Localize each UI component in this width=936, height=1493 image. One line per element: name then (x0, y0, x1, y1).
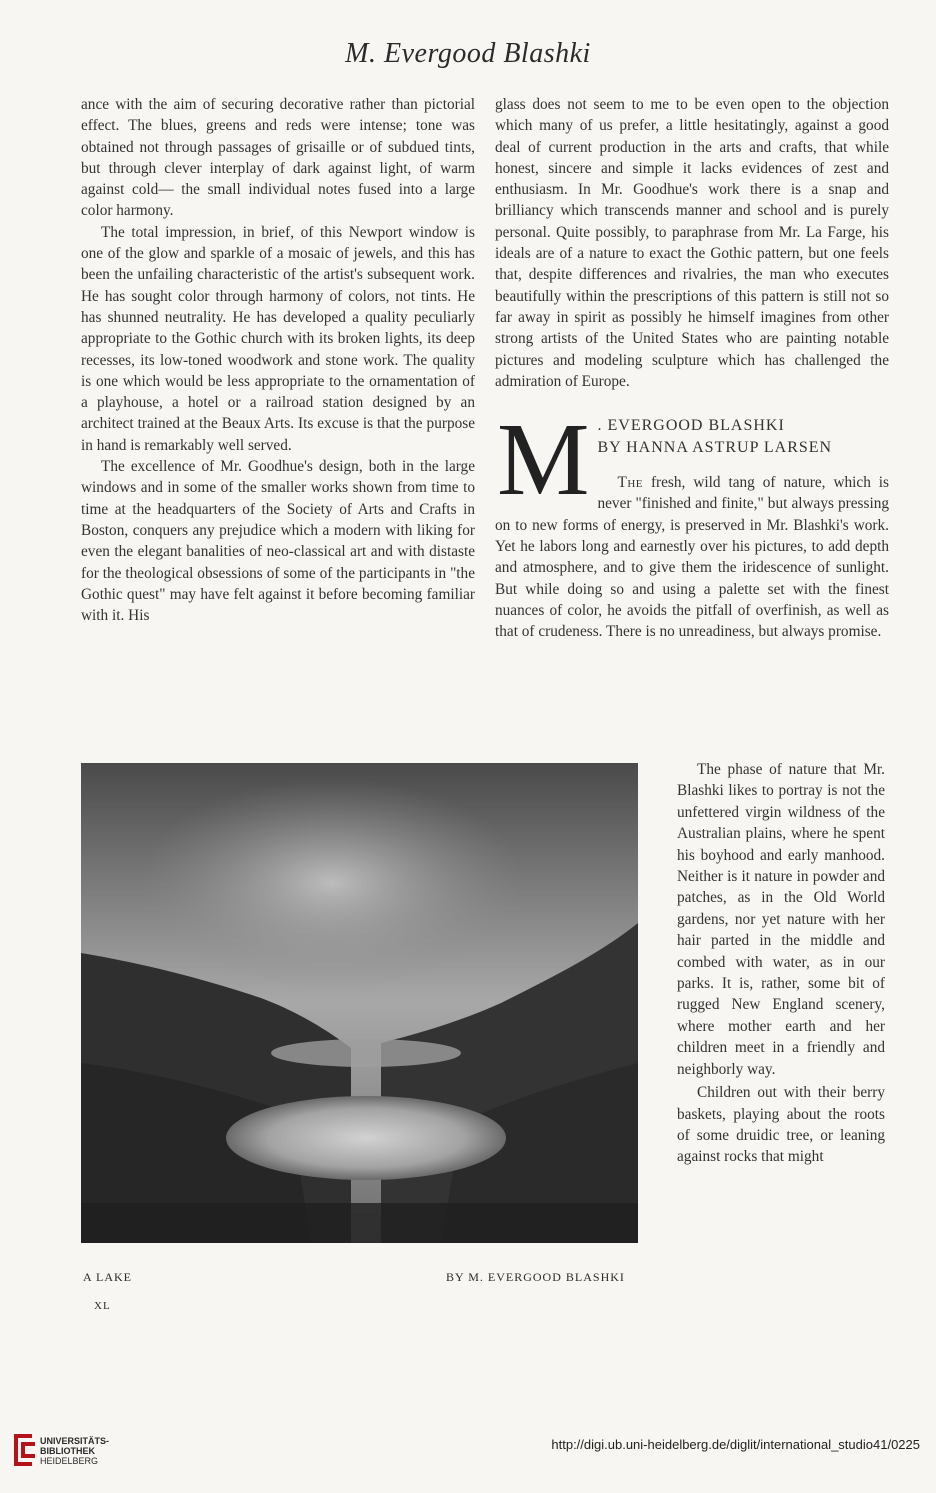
left-paragraph-3: The excellence of Mr. Goodhue's design, both in the large windows and in some of the smaller works shown from time to time at the headquarters of the Society of Arts and Crafts in Boston, conquers any prejudice which a modern with liking for even the elegant banalities of neo-classical art and with distaste for the theological obsessions of some of the participants in "the Gothic quest" may have felt against it before becoming familiar with it. His (81, 458, 475, 625)
library-name (40, 1436, 109, 1466)
lead-word: The (617, 474, 643, 492)
left-paragraph-1: ance with the aim of securing decorative rather than pictorial effect. The blues, greens and reds were intense; tone was obtained not through passages of grisaille or of subdued tints, but through clever interplay of dark against light, of warm against cold— the small individual notes fused into a large color harmony. (81, 96, 475, 220)
figure-caption-artist: BY M. EVERGOOD BLASHKI (446, 1270, 625, 1284)
article-title: . EVERGOOD BLASHKI (597, 417, 785, 435)
page-title: M. Evergood Blashki (345, 38, 591, 69)
wrap-paragraph-2: Children out with their berry baskets, playing about the roots of some druidic tree, or leaning against rocks that might (677, 1084, 885, 1166)
article-intro-text: fresh, wild tang of nature, which is never "finished and finite," but always pressing on to new forms of energy, is preserved in Mr. Blashki's work. Yet he labors long and earnestly over his pictures, to add depth and atmosphere, and to give them the iridescence of sunlight. But while doing so and using a palette set with the finest nuances of color, he avoids the pitfall of overfinish, as well as that of crudeness. There is no unreadiness, but always promise. (495, 474, 889, 641)
wrap-column (677, 759, 885, 1168)
right-paragraph-1: glass does not seem to me to be even open to the objection which many of us prefer, a little hesitatingly, against a good deal of current production in the arts and crafts, that while honest, sincere and simple it lacks evidences of zest and enthusiasm. In Mr. Goodhue's work there is a snap and brilliancy which transcends manner and school and is purely personal. Quite possibly, to paraphrase from Mr. La Farge, his ideals are of a nature to exact the Gothic pattern, but one feels that, despite differences and rivalries, the man who executes beautifully within the prescriptions of this pattern is still not so far away in spirit as possibly he himself imagines from other strong artists of the United States who are painting notable pictures and modeling sculpture which has challenged the admiration of Europe. (495, 96, 889, 390)
painting-illustration (81, 763, 638, 1243)
drop-cap: M (497, 402, 590, 518)
lake-painting-image (81, 763, 638, 1243)
right-column (495, 94, 889, 643)
page-number: XL (94, 1300, 111, 1312)
figure-caption-title: A LAKE (83, 1270, 132, 1284)
article-opening (495, 402, 889, 642)
university-library-logo-icon[interactable] (8, 1430, 38, 1470)
library-name-line-3: HEIDELBERG (40, 1456, 99, 1466)
library-name-line-1: UNIVERSITÄTS- (40, 1436, 110, 1446)
library-name-line-2: BIBLIOTHEK (40, 1446, 95, 1456)
wrap-paragraph-1: The phase of nature that Mr. Blashki likes to portray is not the unfettered virgin wildness of the Australian plains, where he spent his boyhood and early manhood. Neither is it nature in powder and patches, as in the Old World gardens, nor yet nature with her hair parted in the middle and combed with water, as in our parks. It is, rather, some bit of rugged New England scenery, where mother earth and her children meet in a friendly and neighborly way. (677, 761, 885, 1078)
left-paragraph-2: The total impression, in brief, of this Newport window is one of the glow and sparkle of a mosaic of jewels, and this has been the unfailing characteristic of the artist's subsequent work. He has sought color through harmony of colors, not tints. He has shunned neutrality. He has developed a quality peculiarly appropriate to the Gothic church with its broken lights, its deep recesses, its low-toned woodwork and stone work. The quality is one which would be less appropriate to the ornamentation of a playhouse, a hotel or a railroad station designed by an architect trained at the Beaux Arts. Its excuse is that the purpose in hand is remarkably well served. (81, 223, 475, 454)
source-url-link[interactable]: http://digi.ub.uni-heidelberg.de/diglit/international_studio41/0225 (551, 1437, 920, 1452)
article-byline: BY HANNA ASTRUP LARSEN (597, 439, 833, 457)
left-column (81, 94, 475, 626)
